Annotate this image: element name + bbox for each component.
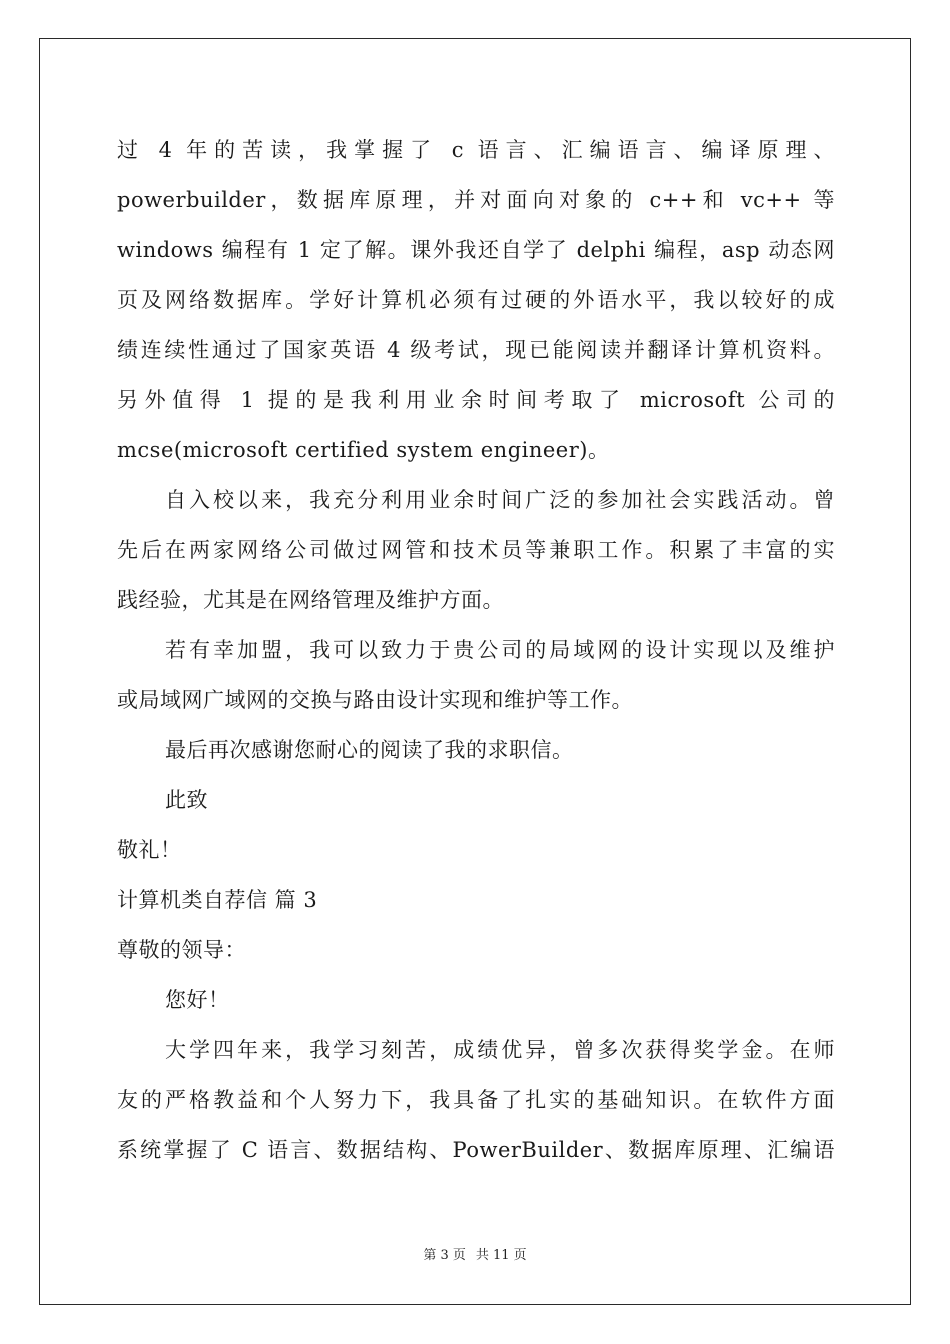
text-line: 另外值得 1 提的是我利用业余时间考取了 microsoft 公司的 [117,388,835,412]
section-heading: 计算机类自荐信 篇 3 [117,888,318,912]
paragraph-first-line: 自入校以来，我充分利用业余时间广泛的参加社会实践活动。曾 [165,488,835,512]
page-border [39,38,911,1305]
text-line: 友的严格教益和个人努力下，我具备了扎实的基础知识。在软件方面 [117,1088,835,1112]
text-line: 系统掌握了 C 语言、数据结构、PowerBuilder、数据库原理、汇编语 [117,1138,835,1162]
paragraph-first-line: 大学四年来，我学习刻苦，成绩优异，曾多次获得奖学金。在师 [165,1038,835,1062]
paragraph-first-line: 最后再次感谢您耐心的阅读了我的求职信。 [165,738,574,762]
greeting: 您好！ [165,988,230,1012]
salutation-close: 敬礼！ [117,838,182,862]
paragraph-first-line: 若有幸加盟，我可以致力于贵公司的局域网的设计实现以及维护 [165,638,835,662]
page-number: 第 3 页 [423,1248,466,1263]
text-line: 绩连续性通过了国家英语 4 级考试，现已能阅读并翻译计算机资料。 [117,338,835,362]
text-line: mcse(microsoft certified system engineer)。 [117,438,610,462]
text-line: 先后在两家网络公司做过网管和技术员等兼职工作。积累了丰富的实 [117,538,835,562]
text-line: 或局域网广域网的交换与路由设计实现和维护等工作。 [117,688,633,712]
text-line: 过 4 年的苦读，我掌握了 c 语言、汇编语言、编译原理、 [117,138,835,162]
closing-phrase: 此致 [165,788,208,812]
text-line: 践经验，尤其是在网络管理及维护方面。 [117,588,504,612]
page-footer [0,1248,950,1264]
page-total: 共 11 页 [475,1248,527,1263]
text-line: windows 编程有 1 定了解。课外我还自学了 delphi 编程，asp 动态网 [117,238,835,262]
text-line: 页及网络数据库。学好计算机必须有过硬的外语水平，我以较好的成 [117,288,835,312]
salutation: 尊敬的领导： [117,938,246,962]
text-line: powerbuilder，数据库原理，并对面向对象的 c++和 vc++ 等 [117,188,835,212]
